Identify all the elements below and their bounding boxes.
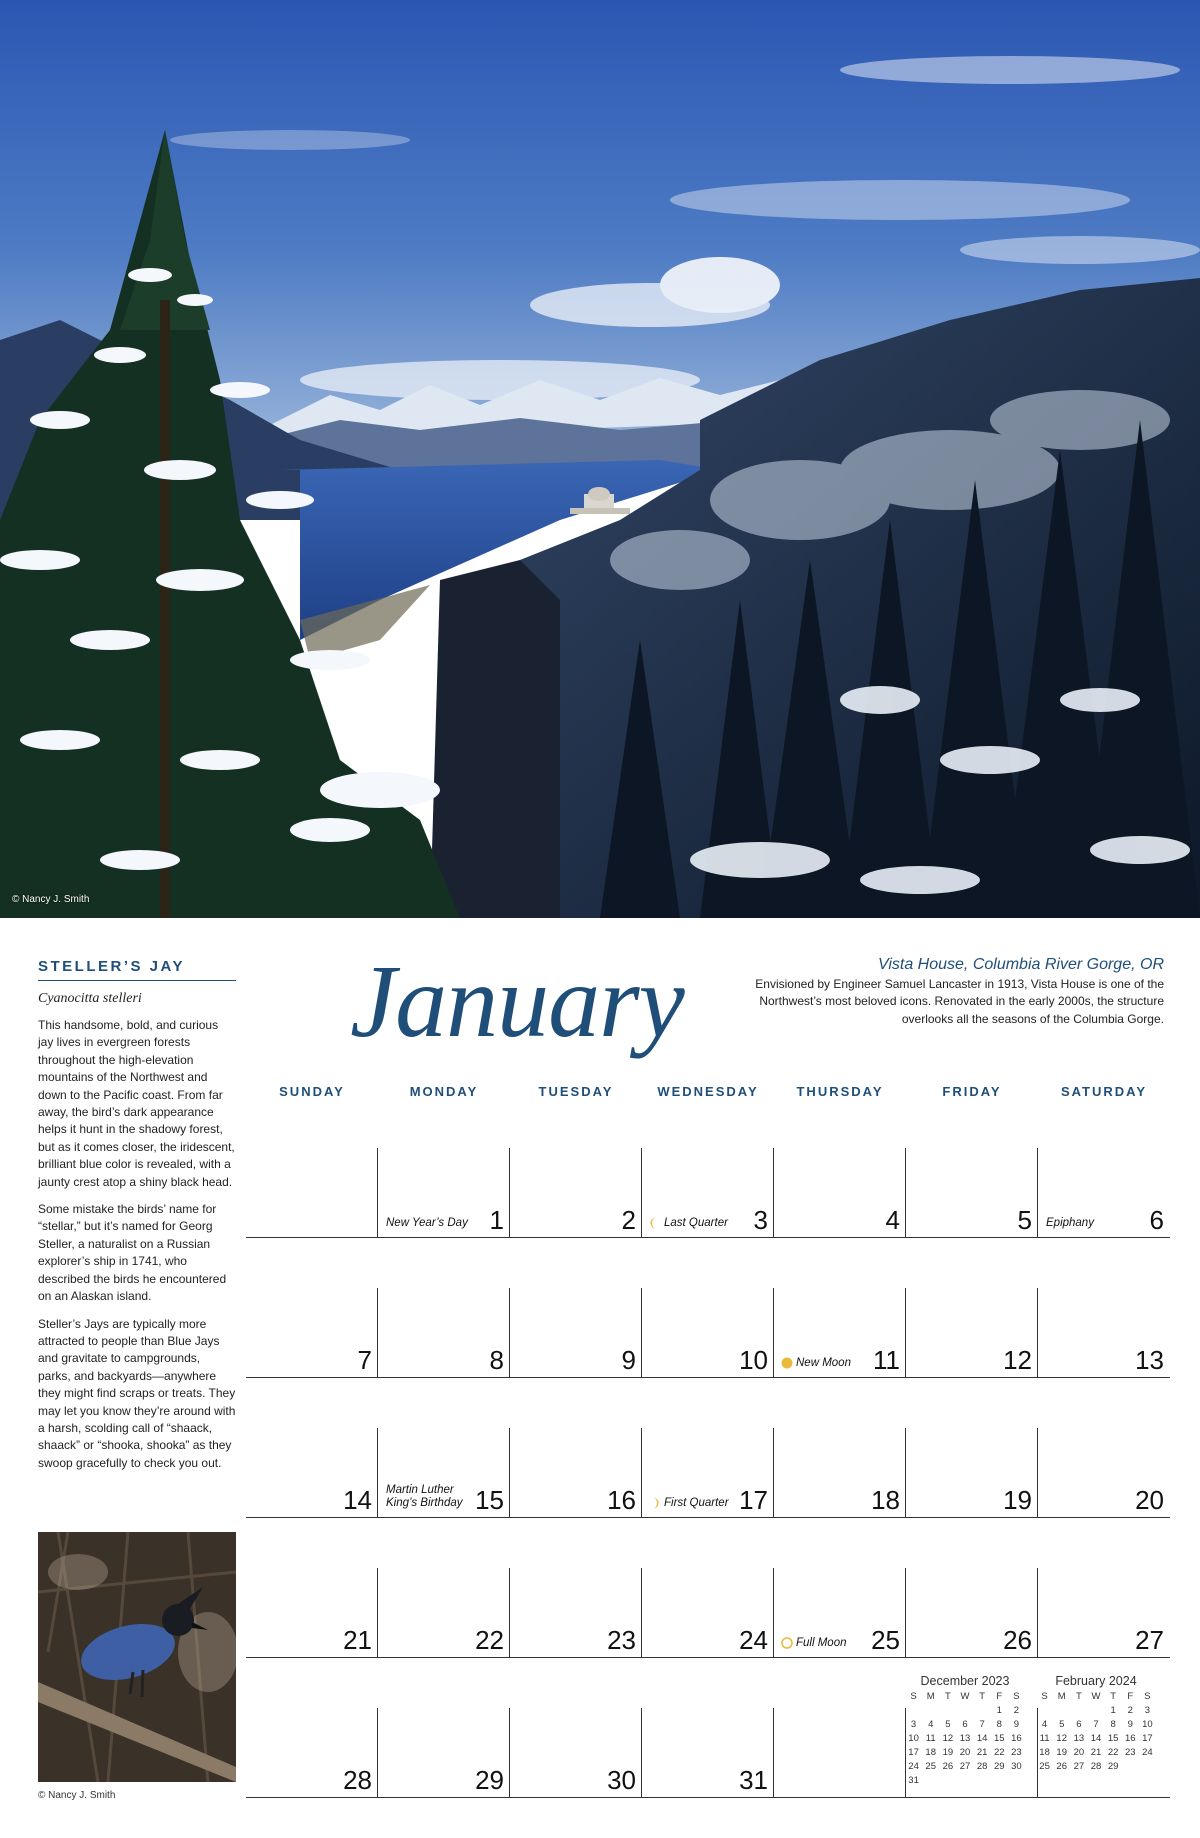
cell-baseline	[1038, 1237, 1170, 1239]
calendar-day-cell	[510, 1554, 642, 1658]
calendar-day-cell	[906, 1274, 1038, 1378]
mini-calendar-days	[1036, 1690, 1156, 1774]
day-number: 20	[1135, 1485, 1164, 1515]
day-number: 27	[1135, 1625, 1164, 1655]
day-number: 1	[489, 1205, 504, 1235]
mini-calendar-previous-month	[905, 1674, 1025, 1788]
mini-calendar-next-month	[1036, 1674, 1156, 1774]
weekday-label: WEDNESDAY	[657, 1084, 759, 1099]
cell-baseline	[642, 1517, 774, 1519]
mini-day: 22	[993, 1747, 1005, 1758]
day-number: 3	[753, 1205, 768, 1235]
mini-weekday-header: S	[1013, 1691, 1020, 1702]
cell-baseline	[510, 1517, 642, 1519]
mini-day: 11	[925, 1733, 936, 1744]
mini-day	[1070, 1704, 1087, 1718]
calendar-day-cell	[642, 1694, 774, 1798]
weekday-label: SATURDAY	[1060, 1084, 1148, 1099]
cell-baseline	[906, 1797, 1038, 1799]
mini-day	[1087, 1704, 1104, 1718]
mini-day: 8	[1110, 1719, 1116, 1730]
day-number: 25	[871, 1625, 900, 1655]
mini-day	[956, 1704, 973, 1718]
mini-weekday-header: F	[1127, 1691, 1134, 1702]
mini-day	[1036, 1704, 1053, 1718]
moon-phase-label: First Quarter	[664, 1497, 729, 1509]
mini-day: 3	[910, 1719, 917, 1730]
calendar-day-cell	[1038, 1274, 1170, 1378]
cell-baseline	[510, 1377, 642, 1379]
moon-phase-label: New Moon	[796, 1357, 851, 1369]
day-number: 4	[885, 1205, 900, 1235]
cell-baseline	[642, 1237, 774, 1239]
month-title: January	[350, 944, 684, 1059]
mini-weekday-header: F	[996, 1691, 1003, 1702]
mini-day	[905, 1704, 922, 1718]
mini-day	[1053, 1704, 1070, 1718]
mini-weekday-header: T	[944, 1691, 951, 1702]
holiday-label: Epiphany	[1046, 1217, 1094, 1229]
mini-day	[974, 1704, 991, 1718]
stellers-jay-photo	[38, 1532, 236, 1782]
mini-day	[1139, 1760, 1156, 1774]
mini-day: 5	[945, 1719, 951, 1730]
mini-day: 7	[979, 1719, 985, 1730]
holiday-label: Martin Luther King’s Birthday	[386, 1484, 463, 1509]
day-number: 18	[871, 1485, 900, 1515]
hero-photo	[0, 0, 1200, 918]
mini-day: 16	[1011, 1733, 1022, 1744]
day-number: 5	[1017, 1205, 1032, 1235]
mini-weekday-header: T	[979, 1691, 986, 1702]
bird-description-paragraph: Some mistake the birds’ name for “stellar,” but it’s named for Georg Steller, a naturalist on a Russian explorer’s ship in 1741, who described the birds he encountered on an Alaskan island.	[38, 1202, 227, 1304]
mini-day: 15	[993, 1733, 1005, 1744]
mini-day: 21	[976, 1747, 988, 1758]
photo-caption-description: Envisioned by Engineer Samuel Lancaster in 1913, Vista House is one of the Northwest’s most beloved icons. Renovated in the early 2000s, the structure overlooks all the seasons of the Columbia Gorge.	[755, 977, 1164, 1026]
cell-baseline	[246, 1377, 378, 1379]
mini-day: 20	[1073, 1747, 1085, 1758]
mini-day: 23	[1011, 1747, 1022, 1758]
cell-baseline	[246, 1657, 378, 1659]
calendar-day-cell	[510, 1274, 642, 1378]
bird-title: STELLER’S JAY	[38, 958, 236, 981]
mini-day: 27	[1073, 1761, 1085, 1772]
mini-weekday-header: W	[960, 1691, 970, 1702]
day-number: 6	[1149, 1205, 1164, 1235]
mini-day: 14	[1090, 1733, 1102, 1744]
mini-day: 1	[1110, 1705, 1116, 1716]
cell-baseline	[1038, 1517, 1170, 1519]
mini-day: 19	[942, 1747, 954, 1758]
cell-baseline	[642, 1797, 774, 1799]
weekday-label: SUNDAY	[279, 1084, 345, 1099]
weekday-header-row	[246, 1084, 1170, 1104]
calendar-day-cell	[246, 1554, 378, 1658]
holiday-label: New Year’s Day	[386, 1217, 468, 1229]
calendar-day-cell	[246, 1694, 378, 1798]
day-number: 15	[475, 1485, 504, 1515]
calendar-day-cell	[378, 1694, 510, 1798]
cell-baseline	[774, 1657, 906, 1659]
calendar-day-cell	[246, 1274, 378, 1378]
mini-day: 4	[928, 1719, 934, 1730]
mini-weekday-header: T	[1075, 1691, 1082, 1702]
hero-photo-credit: © Nancy J. Smith	[12, 894, 90, 905]
mini-day: 5	[1059, 1719, 1065, 1730]
mini-day: 14	[976, 1733, 988, 1744]
day-number: 21	[343, 1625, 372, 1655]
calendar-grid	[246, 1112, 1170, 1795]
mini-weekday-header: S	[1144, 1691, 1151, 1702]
mini-day: 22	[1107, 1747, 1119, 1758]
mini-day	[939, 1704, 956, 1718]
calendar-day-cell	[642, 1134, 774, 1238]
mini-day: 12	[1056, 1733, 1067, 1744]
mini-day: 24	[1142, 1747, 1153, 1758]
cell-baseline	[642, 1377, 774, 1379]
day-number: 16	[607, 1485, 636, 1515]
day-number: 2	[621, 1205, 636, 1235]
mini-day	[922, 1774, 939, 1788]
day-number: 26	[1003, 1625, 1032, 1655]
first-moon-icon	[649, 1497, 661, 1509]
cell-baseline	[906, 1237, 1038, 1239]
bird-sidebar	[38, 958, 236, 1472]
mini-day: 2	[1013, 1705, 1020, 1716]
mini-weekday-header: S	[1041, 1691, 1048, 1702]
mini-day: 31	[908, 1775, 919, 1786]
cell-baseline	[378, 1797, 510, 1799]
day-number: 24	[739, 1625, 768, 1655]
mini-weekday-header: T	[1110, 1691, 1117, 1702]
cell-baseline	[246, 1517, 378, 1519]
mini-weekday-header: W	[1091, 1691, 1101, 1702]
bird-photo-credit: © Nancy J. Smith	[38, 1790, 116, 1801]
photo-caption-title: Vista House, Columbia River Gorge, OR	[877, 956, 1164, 973]
mini-day: 17	[1142, 1733, 1153, 1744]
mini-day: 23	[1124, 1747, 1136, 1758]
calendar-day-cell	[510, 1414, 642, 1518]
mini-day: 1	[996, 1705, 1002, 1716]
calendar-day-cell	[246, 1134, 378, 1238]
mini-day: 29	[1107, 1761, 1119, 1772]
landscape-illustration	[0, 0, 1200, 918]
calendar-day-cell	[774, 1554, 906, 1658]
weekday-label: TUESDAY	[538, 1084, 614, 1099]
moon-phase-label: Last Quarter	[664, 1217, 728, 1229]
mini-day	[1008, 1774, 1025, 1788]
mini-day	[974, 1774, 991, 1788]
cell-baseline	[510, 1797, 642, 1799]
mini-day: 2	[1127, 1705, 1133, 1716]
calendar-day-cell	[510, 1694, 642, 1798]
mini-day: 18	[925, 1747, 936, 1758]
cell-baseline	[774, 1237, 906, 1239]
mini-weekday-header: M	[1057, 1691, 1066, 1702]
mini-day	[939, 1774, 956, 1788]
cell-baseline	[774, 1517, 906, 1519]
mini-day: 8	[996, 1719, 1002, 1730]
day-number: 22	[475, 1625, 504, 1655]
cell-baseline	[510, 1657, 642, 1659]
calendar-day-cell	[774, 1694, 906, 1798]
mini-day: 21	[1090, 1747, 1102, 1758]
mini-day: 17	[908, 1747, 919, 1758]
day-number: 30	[607, 1765, 636, 1795]
mini-day: 28	[976, 1761, 988, 1772]
cell-baseline	[1038, 1377, 1170, 1379]
day-number: 17	[739, 1485, 768, 1515]
cell-baseline	[906, 1377, 1038, 1379]
cell-baseline	[246, 1797, 378, 1799]
mini-calendar-days	[905, 1690, 1025, 1788]
cell-baseline	[774, 1377, 906, 1379]
day-number: 14	[343, 1485, 372, 1515]
calendar-day-cell	[906, 1554, 1038, 1658]
day-number: 10	[739, 1345, 768, 1375]
mini-day: 9	[1013, 1719, 1020, 1730]
day-number: 28	[343, 1765, 372, 1795]
calendar-day-cell	[774, 1274, 906, 1378]
jay-illustration	[38, 1532, 236, 1782]
cell-baseline	[774, 1797, 906, 1799]
mini-day: 18	[1039, 1747, 1050, 1758]
calendar-day-cell	[510, 1134, 642, 1238]
calendar-day-cell	[1038, 1414, 1170, 1518]
weekday-label: THURSDAY	[796, 1084, 884, 1099]
calendar-day-cell	[906, 1134, 1038, 1238]
calendar-day-cell	[378, 1414, 510, 1518]
mini-day: 6	[1076, 1719, 1082, 1730]
calendar-day-cell	[246, 1414, 378, 1518]
cell-baseline	[378, 1377, 510, 1379]
calendar-day-cell	[906, 1414, 1038, 1518]
cell-baseline	[510, 1237, 642, 1239]
mini-day: 11	[1039, 1733, 1050, 1744]
calendar-day-cell	[642, 1274, 774, 1378]
calendar-day-cell	[378, 1134, 510, 1238]
cell-baseline	[642, 1657, 774, 1659]
mini-day: 25	[925, 1761, 936, 1772]
moon-phase-label: Full Moon	[796, 1637, 847, 1649]
calendar-day-cell	[642, 1554, 774, 1658]
mini-day: 7	[1093, 1719, 1099, 1730]
mini-weekday-header: M	[926, 1691, 935, 1702]
mini-day: 13	[959, 1733, 971, 1744]
mini-day: 15	[1107, 1733, 1119, 1744]
day-number: 7	[357, 1345, 372, 1375]
mini-day: 9	[1127, 1719, 1133, 1730]
mini-day: 30	[1011, 1761, 1022, 1772]
new-moon-icon	[781, 1357, 793, 1369]
mini-day	[922, 1704, 939, 1718]
cell-baseline	[906, 1657, 1038, 1659]
mini-day: 24	[908, 1761, 919, 1772]
mini-day: 25	[1039, 1761, 1050, 1772]
cell-baseline	[246, 1237, 378, 1239]
calendar-day-cell	[378, 1274, 510, 1378]
calendar-day-cell	[642, 1414, 774, 1518]
full-moon-icon	[781, 1637, 793, 1649]
calendar-day-cell	[774, 1414, 906, 1518]
mini-day: 12	[942, 1733, 954, 1744]
last-moon-icon	[649, 1217, 661, 1229]
cell-baseline	[378, 1657, 510, 1659]
mini-day: 29	[993, 1761, 1005, 1772]
mini-day: 19	[1056, 1747, 1067, 1758]
mini-day: 10	[1142, 1719, 1153, 1730]
weekday-label: MONDAY	[409, 1084, 479, 1099]
cell-baseline	[378, 1237, 510, 1239]
mini-day: 26	[942, 1761, 954, 1772]
mini-day: 6	[962, 1719, 968, 1730]
mini-day: 20	[959, 1747, 971, 1758]
day-number: 31	[739, 1765, 768, 1795]
day-number: 12	[1003, 1345, 1032, 1375]
day-number: 23	[607, 1625, 636, 1655]
bird-description-paragraph: Steller’s Jays are typically more attracted to people than Blue Jays and gravitate to campgrounds, parks, and backyards—anywhere they might find scraps or treats. They may let you know they’re around with a harsh, scolding call of “shaack, shaack” or “shooka, shooka” as they swoop gracefully to check you out.	[38, 1316, 236, 1470]
mini-day: 27	[959, 1761, 971, 1772]
mini-day: 4	[1041, 1719, 1048, 1730]
day-number: 13	[1135, 1345, 1164, 1375]
day-number: 19	[1003, 1485, 1032, 1515]
day-number: 8	[489, 1345, 504, 1375]
bird-description-paragraph: This handsome, bold, and curious jay lives in evergreen forests throughout the high-elevation mountains of the Northwest and down to the Pacific coast. From far away, the bird’s dark appearance helps it hunt in the shadowy forest, but as it comes closer, the iridescent, brilliant blue color is revealed, with a jaunty crest atop a shiny black head.	[38, 1018, 235, 1189]
calendar-day-cell	[774, 1134, 906, 1238]
mini-day: 28	[1090, 1761, 1102, 1772]
day-number: 29	[475, 1765, 504, 1795]
mini-day	[1122, 1760, 1139, 1774]
cell-baseline	[1038, 1797, 1170, 1799]
mini-calendar-title: February 2024	[1055, 1674, 1137, 1688]
mini-day: 3	[1144, 1705, 1151, 1716]
calendar-day-cell	[1038, 1554, 1170, 1658]
day-number: 11	[873, 1345, 900, 1375]
cell-baseline	[906, 1517, 1038, 1519]
cell-baseline	[378, 1517, 510, 1519]
bird-latin-name: Cyanocitta stelleri	[38, 991, 142, 1006]
calendar-day-cell	[1038, 1134, 1170, 1238]
mini-day	[956, 1774, 973, 1788]
calendar-day-cell	[378, 1554, 510, 1658]
mini-day: 26	[1056, 1761, 1067, 1772]
weekday-label: FRIDAY	[942, 1084, 1002, 1099]
mini-day: 13	[1073, 1733, 1085, 1744]
mini-weekday-header: S	[910, 1691, 917, 1702]
cell-baseline	[1038, 1657, 1170, 1659]
mini-day: 10	[908, 1733, 919, 1744]
mini-day: 16	[1124, 1733, 1136, 1744]
day-number: 9	[621, 1345, 636, 1375]
mini-calendar-title: December 2023	[920, 1674, 1010, 1688]
mini-day	[991, 1774, 1008, 1788]
